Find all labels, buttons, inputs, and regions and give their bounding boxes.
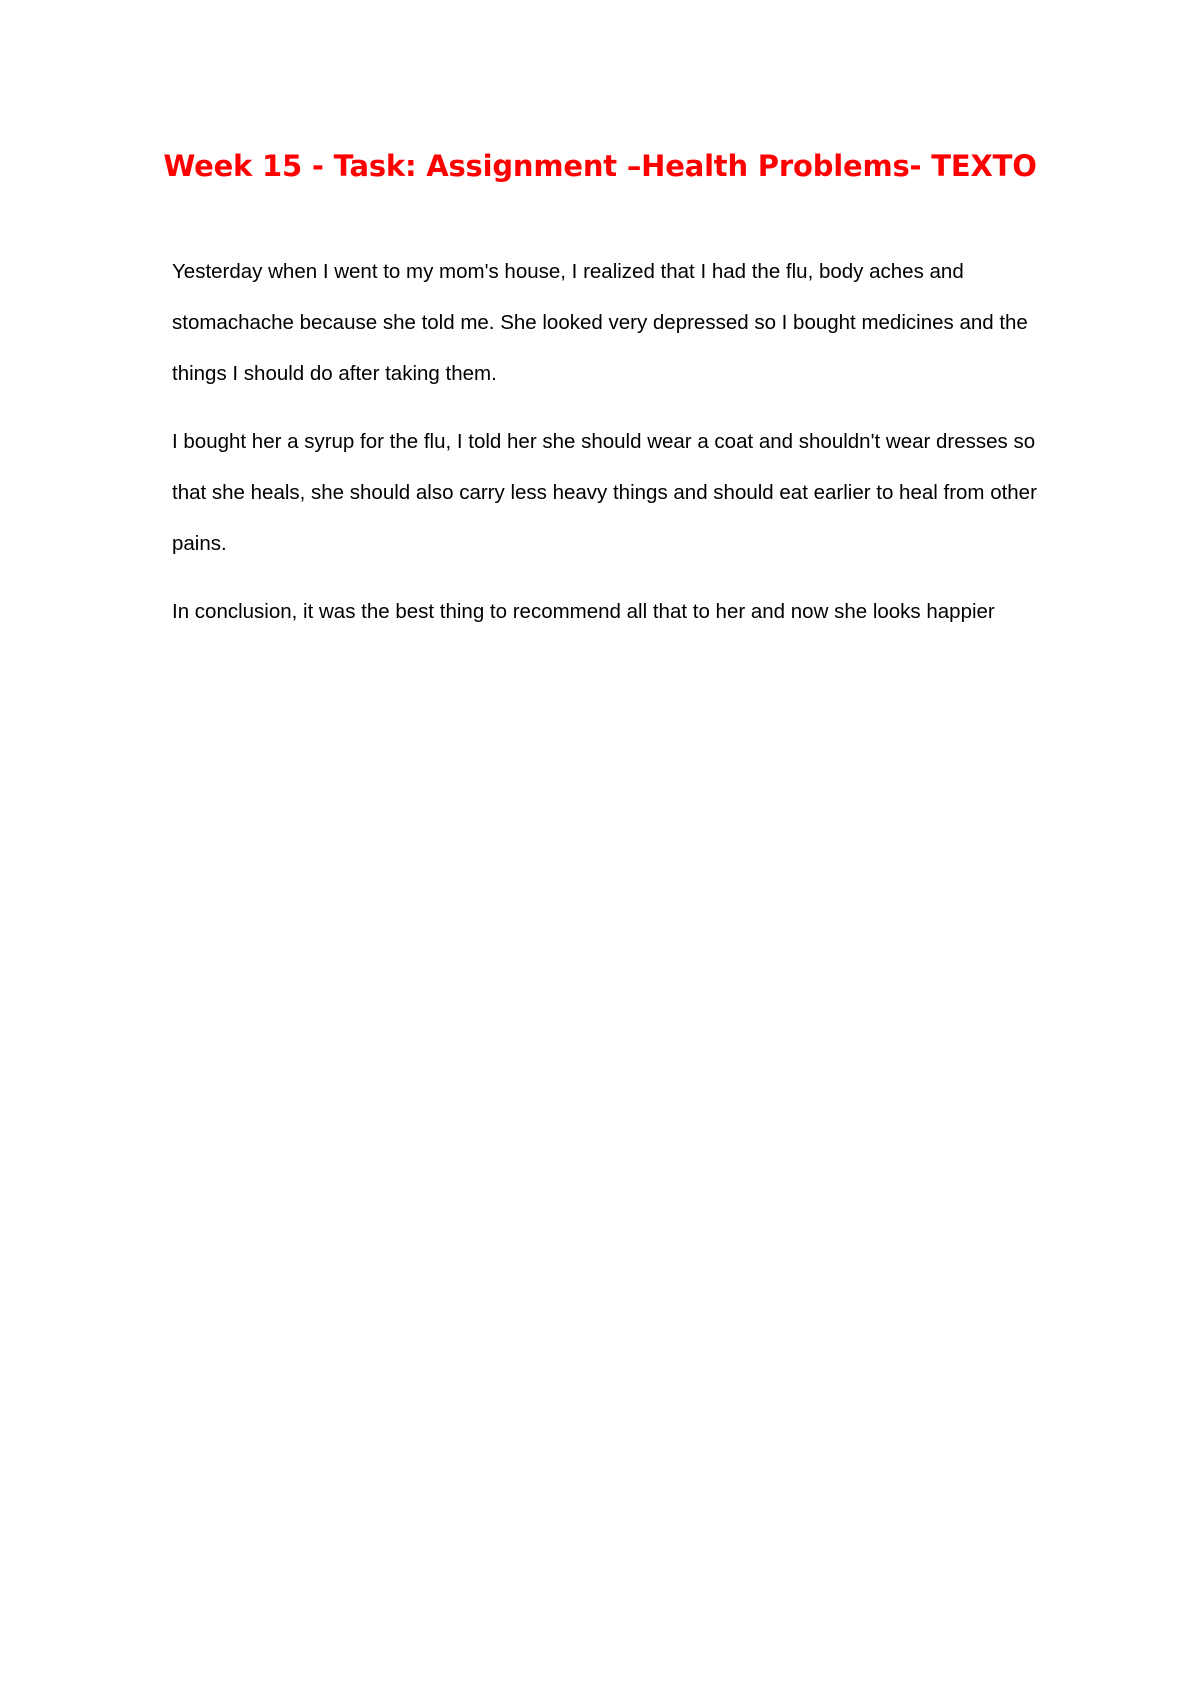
document-title: Week 15 - Task: Assignment –Health Problems- TEXTO [163, 149, 1037, 183]
paragraph-1: Yesterday when I went to my mom's house, I realized that I had the flu, body aches and stomachache because she told me. She looked very depressed so I bought medicines and the things I should do after taking them. [172, 260, 1028, 385]
paragraph-2: I bought her a syrup for the flu, I told her she should wear a coat and shouldn't wear dresses so that she heals, she should also carry less heavy things and should eat earlier to heal from other pains. [172, 430, 1037, 555]
paragraph-3: In conclusion, it was the best thing to recommend all that to her and now she looks happier [172, 600, 995, 623]
